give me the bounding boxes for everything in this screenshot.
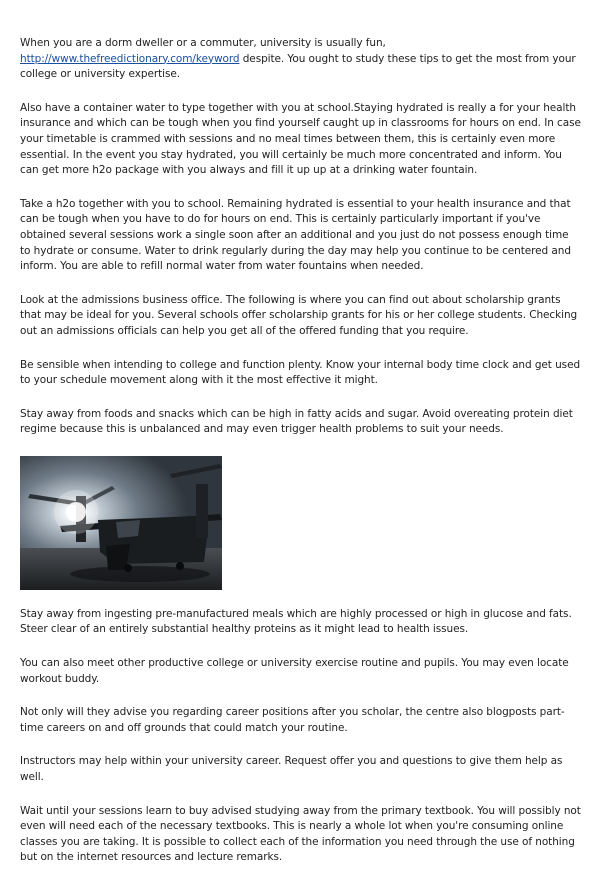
paragraph-textbooks: Wait until your sessions learn to buy advised studying away from the primary textbook. You will possibly not even will need each of the necessary textbooks. This is nearly a whole lot when you're consuming online classes you are taking. It is possible to collect each of the information you need through the use of nothing but on the internet resources and lecture remarks. bbox=[20, 804, 581, 864]
paragraph-intro-text: When you are a dorm dweller or a commuter, university is usually fun, bbox=[20, 37, 386, 49]
paragraph-schedule: Be sensible when intending to college and function plenty. Know your internal body time clock and get used to your schedule movement along with it the most effective it might. bbox=[20, 358, 581, 387]
paragraph-careers: Not only will they advise you regarding career positions after you scholar, the centre also blogposts part-time careers on and off grounds that could match your routine. bbox=[20, 706, 565, 734]
paragraph-hydration-2: Take a h2o together with you to school. Remaining hydrated is essential to your health insurance and that can be tough when you have to do for hours on end. This is certainly particularly important if you've obtained several sessions work a single soon after an additional and you just do not possess enough time to hydrate or consume. Water to drink regularly during the day may help you continue to be centered and inform. You are able to refill normal water from water fountains when needed. bbox=[20, 197, 571, 273]
paragraph-admissions: Look at the admissions business office. The following is where you can find out about scholarship grants that may be ideal for you. Several schools offer scholarship grants for his or her college students. Checking out an admissions officials can help you get all of the offered funding that you require. bbox=[20, 293, 578, 337]
paragraph-intro-rest: despite. You ought to study these tips to get the most from your college or university expertise. bbox=[20, 52, 576, 81]
paragraph-instructors: Instructors may help within your university career. Request offer you and questions to give them help as well. bbox=[20, 755, 563, 784]
dictionary-link[interactable]: http://www.thefreedictionary.com/keyword bbox=[20, 52, 240, 65]
article-body bbox=[20, 36, 582, 884]
paragraph-intro bbox=[20, 36, 582, 83]
aircraft-photo bbox=[20, 456, 222, 590]
aircraft-photo-illustration bbox=[20, 456, 222, 590]
paragraph-hydration-1: Also have a container water to type together with you at school.Staying hydrated is really a for your health insurance and which can be tough when you find yourself caught up in classrooms for hours on end. In case your timetable is crammed with sessions and no meal times between them, this is certainly even more essential. In the event you stay hydrated, you will certainly be much more concentrated and inform. You can get more h2o package with you always and fill it up up at a drinking water fountain. bbox=[20, 101, 581, 177]
paragraph-foods: Stay away from foods and snacks which can be high in fatty acids and sugar. Avoid overeating protein diet regime because this is unbalanced and may even trigger health problems to suit your needs. bbox=[20, 407, 573, 436]
paragraph-workout: You can also meet other productive college or university exercise routine and pupils. You may even locate workout buddy. bbox=[20, 657, 569, 685]
paragraph-meals: Stay away from ingesting pre-manufactured meals which are highly processed or high in glucose and fats. Steer clear of an entirely substantial healthy proteins as it might lead to health issues. bbox=[20, 607, 572, 636]
